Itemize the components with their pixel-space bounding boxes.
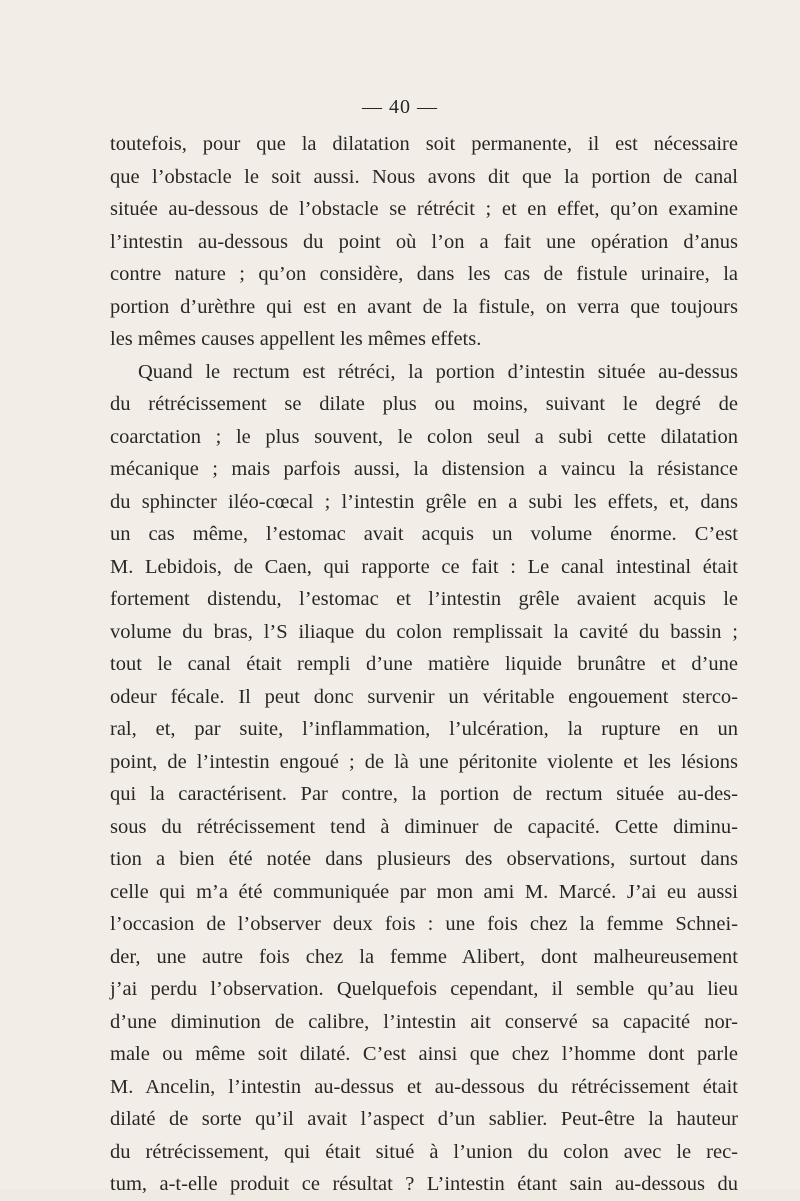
text-line: un cas même, l’estomac avait acquis un volume énorme. C’est: [110, 523, 738, 545]
text-line: coarctation ; le plus souvent, le colon seul a subi cette dilatation: [110, 425, 738, 448]
text-line: du rétrécissement, qui était situé à l’union du colon avec le rec-: [110, 1140, 738, 1163]
text-line: point, de l’intestin engoué ; de là une péritonite violente et les lésions: [110, 750, 738, 773]
text-line: que l’obstacle le soit aussi. Nous avons dit que la portion de canal: [110, 165, 738, 188]
text-line: située au-dessous de l’obstacle se rétrécit ; et en effet, qu’on examine: [110, 198, 738, 220]
text-line: celle qui m’a été communiquée par mon ami M. Marcé. J’ai eu aussi: [110, 880, 738, 903]
text-line: Quand le rectum est rétréci, la portion d’intestin située au-dessus: [138, 360, 738, 383]
text-line: j’ai perdu l’observation. Quelquefois cependant, il semble qu’au lieu: [110, 978, 738, 1000]
text-line: fortement distendu, l’estomac et l’intestin grêle avaient acquis le: [110, 588, 738, 610]
text-line: der, une autre fois chez la femme Alibert, dont malheureusement: [110, 945, 738, 968]
text-line: M. Lebidois, de Caen, qui rapporte ce fait : Le canal intestinal était: [110, 555, 738, 578]
text-line: tout le canal était rempli d’une matière liquide brunâtre et d’une: [110, 653, 738, 675]
page-number: — 40 —: [362, 96, 438, 118]
text-line: M. Ancelin, l’intestin au-dessus et au-dessous du rétrécissement était: [110, 1075, 738, 1098]
text-line: odeur fécale. Il peut donc survenir un véritable engouement sterco-: [110, 685, 738, 708]
text-line: d’une diminution de calibre, l’intestin ait conservé sa capacité nor-: [110, 1010, 738, 1033]
text-line: dilaté de sorte qu’il avait l’aspect d’un sablier. Peut-être la hauteur: [110, 1108, 738, 1130]
text-line: ral, et, par suite, l’inflammation, l’ulcération, la rupture en un: [110, 718, 738, 740]
text-line: l’intestin au-dessous du point où l’on a fait une opération d’anus: [110, 230, 738, 253]
text-line: sous du rétrécissement tend à diminuer de capacité. Cette diminu-: [110, 815, 738, 838]
text-line: tum, a-t-elle produit ce résultat ? L’intestin étant sain au-dessous du: [110, 1173, 738, 1195]
text-line: l’occasion de l’observer deux fois : une fois chez la femme Schnei-: [110, 913, 738, 935]
text-line: tion a bien été notée dans plusieurs des observations, surtout dans: [110, 848, 738, 870]
text-line: du rétrécissement se dilate plus ou moins, suivant le degré de: [110, 393, 738, 415]
text-line: portion d’urèthre qui est en avant de la fistule, on verra que toujours: [110, 295, 738, 318]
text-line: mécanique ; mais parfois aussi, la distension a vaincu la résistance: [110, 458, 738, 480]
text-line: toutefois, pour que la dilatation soit permanente, il est nécessaire: [110, 133, 738, 155]
text-line: du sphincter iléo-cœcal ; l’intestin grêle en a subi les effets, et, dans: [110, 490, 738, 513]
text-line: qui la caractérisent. Par contre, la portion de rectum située au-des-: [110, 783, 738, 805]
text-line: les mêmes causes appellent les mêmes effets.: [110, 328, 482, 350]
body-text: [110, 128, 738, 1201]
text-line: volume du bras, l’S iliaque du colon remplissait la cavité du bassin ;: [110, 620, 738, 643]
text-line: male ou même soit dilaté. C’est ainsi que chez l’homme dont parle: [110, 1043, 738, 1065]
text-line: contre nature ; qu’on considère, dans les cas de fistule urinaire, la: [110, 263, 738, 285]
